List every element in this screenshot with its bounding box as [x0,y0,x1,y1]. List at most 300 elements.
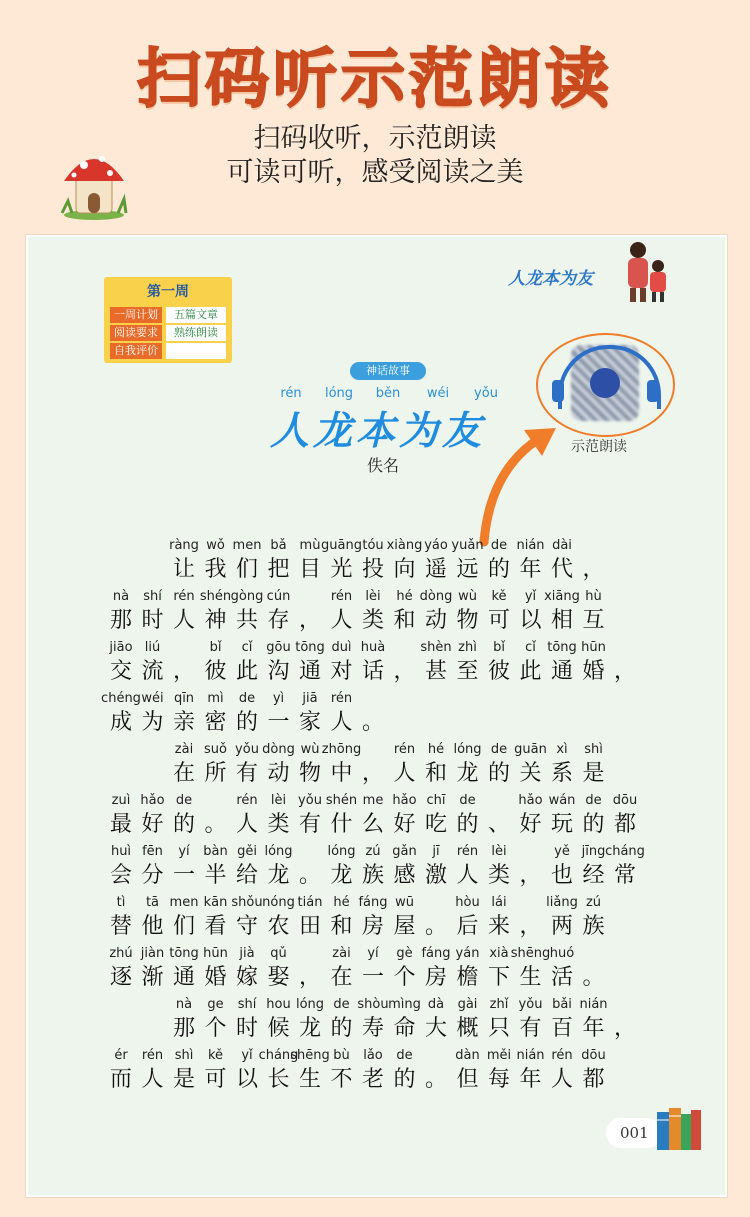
pinyin-syllable: rén [236,793,258,808]
pinyin-syllable: dōu [612,793,638,808]
title-pinyin: yǒu [474,386,498,401]
hanzi-character: 人 [330,710,353,735]
hanzi-character: 所 [204,761,227,786]
hanzi-character: 那 [172,1016,196,1041]
pinyin-syllable: mì [207,691,224,706]
pinyin-syllable: yǒu [235,742,259,757]
pinyin-syllable: yǒu [298,793,322,808]
hanzi-character: 但 [456,1067,479,1092]
hanzi-character: 人 [393,761,416,786]
pinyin-syllable: mìng [388,997,421,1012]
punctuation: 。 [361,710,385,735]
hanzi-character: 在 [330,965,353,990]
pinyin-syllable: zú [585,895,602,910]
hanzi-character: 好 [393,812,416,837]
hanzi-character: 什 [330,812,353,837]
pinyin-syllable: bù [333,1048,350,1063]
pinyin-syllable: de [396,1048,413,1063]
pinyin-syllable: rén [141,1048,164,1063]
pinyin-syllable: lóng [453,742,482,757]
hanzi-character: 可 [487,608,511,633]
hanzi-character: 彼 [204,659,227,684]
hanzi-character: 是 [172,1067,196,1092]
hanzi-character: 沟 [267,659,290,684]
hanzi-character: 常 [613,863,637,888]
text-line [0,640,750,686]
title-pinyin: wéi [426,386,450,401]
hanzi-character: 类 [361,608,385,633]
pinyin-syllable: měi [486,1048,512,1063]
hanzi-character: 共 [235,608,259,633]
hanzi-character: 的 [487,761,511,786]
hanzi-character: 会 [109,863,133,888]
hanzi-character: 在 [172,761,196,786]
hanzi-character: 通 [298,659,322,684]
hanzi-character: 房 [361,914,385,939]
pinyin-syllable: hòu [455,895,480,910]
pinyin-syllable: wán [548,793,576,808]
plan-row-label: 自我评价 [110,343,162,359]
hanzi-character: 和 [330,914,353,939]
pinyin-syllable: lèi [491,844,507,859]
hanzi-character: 可 [204,1067,227,1092]
title-pinyin: rén [280,386,302,401]
header-subtitle-2: 可读可听，感受阅读之美 [226,157,524,188]
hanzi-character: 和 [393,608,416,633]
books-icon [655,1106,703,1152]
hanzi-character: 渐 [141,965,164,990]
pinyin-syllable: tì [116,895,126,910]
pinyin-syllable: shì [174,1048,194,1063]
qr-caption: 示范朗读 [571,439,627,455]
pinyin-syllable: nián [516,1048,545,1063]
pinyin-syllable: dài [552,538,572,553]
pinyin-syllable: gài [457,997,478,1012]
hanzi-character: 守 [235,914,259,939]
pinyin-syllable: tōng [295,640,325,655]
hanzi-character: 的 [487,557,511,582]
hanzi-character: 来 [487,914,511,939]
pinyin-syllable: zhì [458,640,477,655]
hanzi-character: 而 [109,1067,133,1092]
hanzi-character: 年 [519,1067,542,1092]
hanzi-character: ， [519,914,542,939]
pinyin-syllable: gòng [230,589,264,604]
pinyin-syllable: liǎng [546,895,578,910]
pinyin-syllable: jiā [302,691,318,706]
pinyin-syllable: mù [299,538,321,553]
pinyin-syllable: hūn [203,946,228,961]
hanzi-character: 流 [141,659,164,684]
hanzi-character: 的 [172,812,196,837]
pinyin-syllable: cún [266,589,291,604]
pinyin-syllable: de [175,793,193,808]
hanzi-character: 屋 [393,914,416,939]
hanzi-character: 感 [393,863,416,888]
pinyin-syllable: men [169,895,199,910]
hanzi-character: 系 [550,761,574,786]
hanzi-character: 家 [298,710,322,735]
pinyin-syllable: shì [584,742,603,757]
hanzi-character: 物 [298,761,322,786]
pinyin-syllable: nián [516,538,545,553]
pinyin-syllable: qīn [173,691,195,706]
hanzi-character: 龙 [456,761,479,786]
pinyin-syllable: yì [272,691,285,706]
story-title: 人龙本为友 [270,408,486,454]
hanzi-character: 年 [582,1016,605,1041]
hanzi-character: 人 [330,608,353,633]
pinyin-syllable: tián [297,895,323,910]
hanzi-character: 玩 [550,812,574,837]
pinyin-syllable: huà [360,640,386,655]
hanzi-character: 最 [109,812,133,837]
hanzi-character: 光 [330,557,353,582]
pinyin-syllable: lèi [365,589,381,604]
pinyin-syllable: gè [396,946,413,961]
hanzi-character: 是 [582,761,605,786]
headphone-ear-icon [552,380,564,402]
hanzi-character: 婚 [204,965,227,990]
hanzi-character: 此 [235,659,259,684]
hanzi-character: 的 [393,1067,416,1092]
pinyin-syllable: hūn [581,640,606,655]
pinyin-syllable: xiāng [544,589,580,604]
text-line [0,691,750,737]
pinyin-syllable: shén [325,793,358,808]
hanzi-character: 房 [424,965,448,990]
pinyin-syllable: rén [551,1048,573,1063]
pinyin-syllable: xiàng [386,538,423,553]
hanzi-character: 关 [519,761,542,786]
hanzi-character: 逐 [109,965,133,990]
hanzi-character: 甚 [424,659,448,684]
hanzi-character: 至 [456,659,479,684]
pinyin-syllable: zú [365,844,381,859]
hanzi-character: 对 [330,659,353,684]
title-pinyin: lóng [324,386,354,401]
plan-row-value: 五篇文章 [166,307,226,323]
hanzi-character: 代 [550,557,574,582]
pinyin-syllable: yǐ [524,589,537,604]
hanzi-character: 龙 [330,863,353,888]
pinyin-syllable: zài [332,946,351,961]
hanzi-character: 此 [519,659,542,684]
hanzi-character: 以 [519,608,542,633]
hanzi-character: 一 [361,965,385,990]
hanzi-character: 给 [235,863,259,888]
hanzi-character: 有 [519,1016,542,1041]
pinyin-syllable: huó [549,946,575,961]
story-author: 佚名 [367,456,400,475]
hanzi-character: 亲 [172,710,196,735]
hanzi-character: 。 [424,914,448,939]
pinyin-syllable: jiāo [109,640,133,655]
hanzi-character: ， [361,761,385,786]
text-line [0,946,750,992]
hanzi-character: 时 [141,608,164,633]
pinyin-syllable: cǐ [525,640,536,655]
pinyin-syllable: yǐ [241,1048,253,1063]
pinyin-syllable: jī [432,844,440,859]
pinyin-syllable: de [490,538,508,553]
pinyin-syllable: duì [331,640,352,655]
hanzi-character: 都 [613,812,637,837]
hanzi-character: 存 [267,608,290,633]
pinyin-syllable: dòng [262,742,295,757]
hanzi-character: ， [298,608,322,633]
pinyin-syllable: kě [491,589,507,604]
hanzi-character: 的 [235,710,259,735]
hanzi-character: 类 [487,863,511,888]
pinyin-syllable: lái [491,895,507,910]
hanzi-character: 农 [267,914,290,939]
pinyin-syllable: guān [514,742,547,757]
pinyin-syllable: shēng [290,1048,330,1063]
pinyin-syllable: bǎi [552,997,572,1012]
self-evaluation-field[interactable] [166,343,226,359]
hanzi-character: 我 [204,557,227,582]
pinyin-syllable: hǎo [392,793,417,808]
hanzi-character: 只 [487,1016,511,1041]
hanzi-character: 经 [582,863,605,888]
hanzi-character: 物 [456,608,479,633]
pinyin-syllable: hǎo [140,793,165,808]
text-line [0,844,750,890]
plan-row-label: 阅读要求 [110,325,162,341]
pinyin-syllable: rén [330,589,353,604]
pinyin-syllable: zhú [109,946,133,961]
hanzi-character: 好 [519,812,542,837]
hanzi-character: 人 [456,863,479,888]
page-number: 001 [606,1118,662,1148]
pinyin-syllable: de [333,997,350,1012]
pinyin-syllable: hé [396,589,413,604]
hanzi-character: 百 [550,1016,574,1041]
pinyin-syllable: tóu [362,538,384,553]
pinyin-syllable: kān [203,895,228,910]
pinyin-syllable: liú [144,640,161,655]
hanzi-character: 神 [204,608,227,633]
pinyin-syllable: jià [239,946,255,961]
pinyin-syllable: gǎn [392,844,417,859]
hanzi-character: 一 [172,863,196,888]
hanzi-character: 的 [456,812,479,837]
pinyin-syllable: bǎ [270,538,287,553]
hanzi-character: 娶 [267,965,290,990]
pinyin-syllable: rén [393,742,416,757]
pinyin-syllable: shēng [510,946,551,961]
text-line [0,793,750,839]
hanzi-character: 让 [172,557,196,582]
pinyin-syllable: wū [395,895,414,910]
plan-row-label: 一周计划 [110,307,162,323]
pinyin-syllable: lóng [327,844,356,859]
hanzi-character: 有 [298,812,322,837]
pinyin-syllable: yáo [424,538,448,553]
pinyin-syllable: shí [143,589,162,604]
pinyin-syllable: yuǎn [451,538,484,553]
pinyin-syllable: zhōng [321,742,362,757]
pinyin-syllable: tā [145,895,160,910]
hanzi-character: 也 [550,863,574,888]
hanzi-character: 檐 [456,965,479,990]
hanzi-character: 那 [109,608,133,633]
hanzi-character: 候 [267,1016,290,1041]
hanzi-character: 分 [141,863,164,888]
pinyin-syllable: cháng [258,1048,299,1063]
pinyin-syllable: lèi [270,793,287,808]
pinyin-syllable: dōu [581,1048,606,1063]
hanzi-character: 彼 [487,659,511,684]
pinyin-syllable: shòu [357,997,389,1012]
hanzi-character: 成 [109,710,133,735]
pinyin-syllable: xià [489,946,509,961]
pinyin-syllable: dàn [455,1048,480,1063]
hanzi-character: 半 [204,863,227,888]
pinyin-syllable: de [490,742,508,757]
plan-heading: 第一周 [147,284,189,300]
pinyin-syllable: lǎo [363,1048,383,1063]
hanzi-character: 和 [424,761,448,786]
pinyin-syllable: yí [178,844,190,859]
headphone-ear-icon [647,380,659,402]
pinyin-syllable: fēn [142,844,163,859]
pinyin-syllable: ràng [169,538,199,553]
hanzi-character: 龙 [298,1016,322,1041]
hanzi-character: 激 [424,863,448,888]
hanzi-character: 么 [361,812,385,837]
hanzi-character: 中 [330,761,353,786]
pinyin-syllable: lóng [264,844,293,859]
pinyin-syllable: zài [174,742,194,757]
hanzi-character: 年 [519,557,542,582]
pinyin-syllable: hé [333,895,350,910]
hanzi-character: 族 [361,863,385,888]
text-line [0,538,750,584]
pinyin-syllable: tōng [547,640,577,655]
pinyin-syllable: bǐ [209,640,222,655]
pinyin-syllable: zuì [111,793,131,808]
hanzi-character: 人 [235,812,259,837]
hanzi-character: ， [172,659,196,684]
hanzi-character: 通 [172,965,196,990]
hanzi-character: 远 [456,557,479,582]
hanzi-character: 遥 [424,557,448,582]
punctuation: ， [613,1016,637,1041]
punctuation: ， [613,659,637,684]
text-line [0,1048,750,1094]
hanzi-character: 后 [456,914,479,939]
pinyin-syllable: wǒ [206,538,225,553]
hanzi-character: 每 [487,1067,511,1092]
hanzi-character: 下 [487,965,511,990]
pinyin-syllable: gōu [266,640,291,655]
text-line [0,742,750,788]
pinyin-syllable: suǒ [204,742,227,757]
category-badge: 神话故事 [350,362,426,380]
pinyin-syllable: kě [207,1048,224,1063]
pinyin-syllable: jīng [581,844,606,859]
pinyin-syllable: hou [266,997,291,1012]
hanzi-character: ， [298,965,322,990]
pinyin-syllable: men [232,538,262,553]
hanzi-character: 活 [550,965,574,990]
hanzi-character: 互 [582,608,605,633]
pinyin-syllable: bǐ [493,640,505,655]
text-line [0,997,750,1043]
hanzi-character: 动 [424,608,448,633]
hanzi-character: 。 [424,1067,448,1092]
pinyin-syllable: rén [456,844,479,859]
hanzi-character: 龙 [267,863,290,888]
hanzi-character: 老 [361,1067,385,1092]
pinyin-syllable: hù [585,589,602,604]
pinyin-syllable: guāng [321,538,362,553]
hanzi-character: 两 [550,914,574,939]
hanzi-character: 婚 [582,659,605,684]
hanzi-character: 寿 [361,1016,385,1041]
hanzi-character: 一 [267,710,290,735]
hanzi-character: 目 [298,557,322,582]
hanzi-character: 都 [582,1067,605,1092]
hanzi-character: 话 [361,659,385,684]
hanzi-character: 人 [141,1067,164,1092]
hanzi-character: 生 [519,965,542,990]
header-title: 扫码听示范朗读 [137,43,613,117]
pinyin-syllable: tōng [169,946,199,961]
hanzi-character: 命 [393,1016,416,1041]
hanzi-character: 族 [582,914,605,939]
plan-row-value: 熟练朗读 [166,325,226,341]
hanzi-character: 个 [204,1016,227,1041]
header-subtitle-1: 扫码收听，示范朗读 [253,123,497,154]
hanzi-character: ， [393,659,416,684]
pinyin-syllable: dòng [419,589,453,604]
pinyin-syllable: huì [110,844,132,859]
hanzi-character: 人 [550,1067,574,1092]
pinyin-syllable: yě [554,844,570,859]
pinyin-syllable: shèn [420,640,452,655]
pinyin-syllable: cǐ [241,640,253,655]
punctuation: 。 [582,965,605,990]
pinyin-syllable: shǒu [231,895,263,910]
hanzi-character: 、 [487,812,511,837]
hanzi-character: 以 [235,1067,259,1092]
pinyin-syllable: xì [556,742,568,757]
hanzi-character: 投 [361,557,385,582]
pinyin-syllable: nà [112,589,130,604]
pinyin-syllable: qǔ [270,946,287,961]
pinyin-syllable: lóng [295,997,325,1012]
pinyin-syllable: rén [173,589,195,604]
hanzi-character: 他 [141,914,164,939]
hanzi-character: 把 [267,557,290,582]
hanzi-character: 们 [172,914,196,939]
hanzi-character: 为 [141,710,164,735]
punctuation: ， [582,557,605,582]
pinyin-syllable: cháng [605,844,645,859]
hanzi-character: 替 [109,914,133,939]
hanzi-character: 类 [267,812,290,837]
pinyin-syllable: jiàn [140,946,165,961]
hanzi-character: 相 [550,608,574,633]
title-pinyin: běn [375,386,401,401]
pinyin-syllable: bàn [203,844,228,859]
mushroom-house-icon [58,143,130,221]
hanzi-character: 时 [235,1016,259,1041]
hanzi-character: 动 [267,761,290,786]
